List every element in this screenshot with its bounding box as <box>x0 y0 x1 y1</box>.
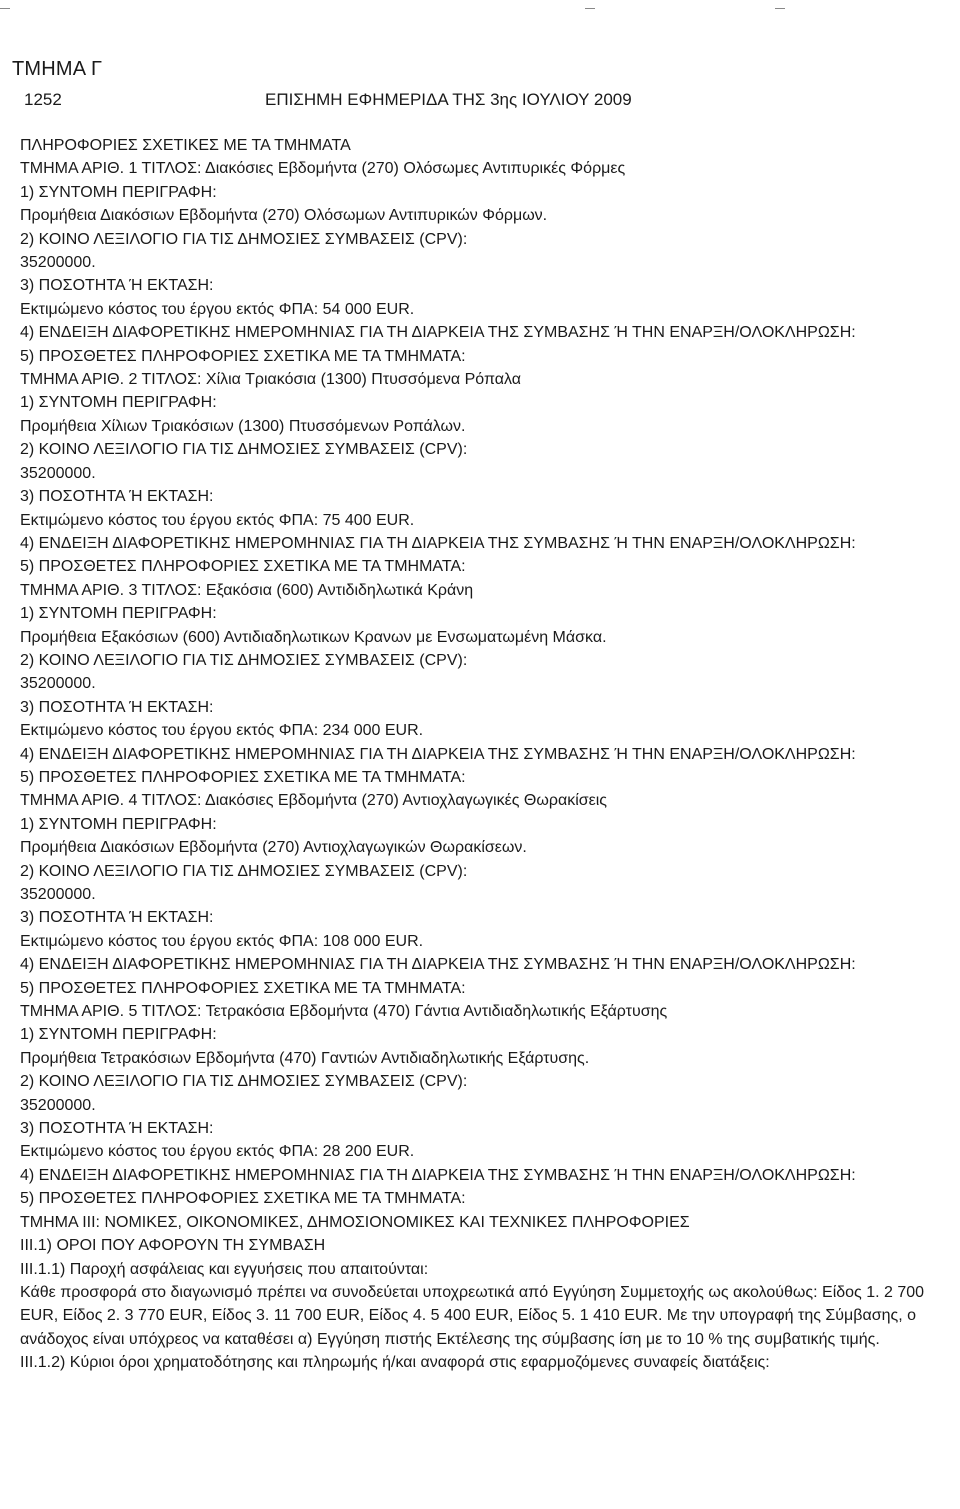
lot-cost: Εκτιμώμενο κόστος του έργου εκτός ΦΠΑ: 108 000 EUR. <box>20 932 424 950</box>
lot-duration-label: 4) ΕΝΔΕΙΞΗ ΔΙΑΦΟΡΕΤΙΚΗΣ ΗΜΕΡΟΜΗΝΙΑΣ ΓΙΑ ΤΗ ΔΙΑΡΚΕΙΑ ΤΗΣ ΣΥΜΒΑΣΗΣ Ή ΤΗΝ ΕΝΑΡΞΗ/ΟΛΟΚΛΗΡΩΣΗ: <box>20 1166 856 1184</box>
lot-desc: Προμήθεια Εξακόσιων (600) Αντιδιαδηλωτικων Κρανων με Ενσωματωμένη Μάσκα. <box>20 628 607 646</box>
lot-4 <box>20 789 955 1000</box>
scan-corner-marks <box>0 0 960 12</box>
lot-desc-label: 1) ΣΥΝΤΟΜΗ ΠΕΡΙΓΡΑΦΗ: <box>20 815 217 833</box>
lot-title: ΤΜΗΜΑ ΑΡΙΘ. 2 ΤΙΤΛΟΣ: Χίλια Τριακόσια (1300) Πτυσσόμενα Ρόπαλα <box>20 371 522 389</box>
section-iii <box>20 1211 955 1375</box>
lot-duration-label: 4) ΕΝΔΕΙΞΗ ΔΙΑΦΟΡΕΤΙΚΗΣ ΗΜΕΡΟΜΗΝΙΑΣ ΓΙΑ ΤΗ ΔΙΑΡΚΕΙΑ ΤΗΣ ΣΥΜΒΑΣΗΣ Ή ΤΗΝ ΕΝΑΡΞΗ/ΟΛΟΚΛΗΡΩΣΗ: <box>20 956 856 974</box>
lot-desc: Προμήθεια Χίλιων Τριακόσιων (1300) Πτυσσόμενων Ροπάλων. <box>20 417 466 435</box>
lot-extra-label: 5) ΠΡΟΣΘΕΤΕΣ ΠΛΗΡΟΦΟΡΙΕΣ ΣΧΕΤΙΚΑ ΜΕ ΤΑ ΤΜΗΜΑΤΑ: <box>20 1190 466 1208</box>
document-body <box>20 134 955 1375</box>
lot-qty-label: 3) ΠΟΣΟΤΗΤΑ Ή ΕΚΤΑΣΗ: <box>20 909 214 927</box>
lot-cpv-label: 2) ΚΟΙΝΟ ΛΕΞΙΛΟΓΙΟ ΓΙΑ ΤΙΣ ΔΗΜΟΣΙΕΣ ΣΥΜΒΑΣΕΙΣ (CPV): <box>20 1073 468 1091</box>
lot-cpv: 35200000. <box>20 254 96 272</box>
lot-title: ΤΜΗΜΑ ΑΡΙΘ. 5 ΤΙΤΛΟΣ: Τετρακόσια Εβδομήντα (470) Γάντια Αντιδιαδηλωτικής Εξάρτυσης <box>20 1003 668 1021</box>
lot-desc-label: 1) ΣΥΝΤΟΜΗ ΠΕΡΙΓΡΑΦΗ: <box>20 394 217 412</box>
lot-extra-label: 5) ΠΡΟΣΘΕΤΕΣ ΠΛΗΡΟΦΟΡΙΕΣ ΣΧΕΤΙΚΑ ΜΕ ΤΑ ΤΜΗΜΑΤΑ: <box>20 979 466 997</box>
corner-mark-left <box>0 8 10 9</box>
financing-label: III.1.2) Κύριοι όροι χρηματοδότησης και πληρωμής ή/και αναφορά στις εφαρμοζόμενες συναφείς διατάξεις: <box>20 1354 770 1372</box>
lot-qty-label: 3) ΠΟΣΟΤΗΤΑ Ή ΕΚΤΑΣΗ: <box>20 488 214 506</box>
lot-title: ΤΜΗΜΑ ΑΡΙΘ. 1 ΤΙΤΛΟΣ: Διακόσιες Εβδομήντα (270) Ολόσωμες Αντιπυρικές Φόρμες <box>20 160 626 178</box>
lot-cost: Εκτιμώμενο κόστος του έργου εκτός ΦΠΑ: 75 400 EUR. <box>20 511 415 529</box>
section-mark: ΤΜΗΜΑ Γ <box>12 58 103 80</box>
guarantee-text: Κάθε προσφορά στο διαγωνισμό πρέπει να συνοδεύεται υποχρεωτικά από Εγγύηση Συμμετοχής ως ακολούθως: Είδος 1. 2 700 EUR, Είδος 2. 3 770 EUR, Είδος 3. 11 700 EUR, Είδος 4. 5 400 EUR, Είδος 5. 1 410 EUR. Με την υπογραφή της Σύμβασης, ο ανάδοχος είναι υπόχρεος να καταθέσει α) Εγγύηση πιστής Εκτέλεσης της σύμβασης ίση με το 10 % της συμβατικής τιμής. <box>20 1283 925 1348</box>
lot-desc-label: 1) ΣΥΝΤΟΜΗ ΠΕΡΙΓΡΑΦΗ: <box>20 605 217 623</box>
lot-cpv: 35200000. <box>20 675 96 693</box>
lot-cost: Εκτιμώμενο κόστος του έργου εκτός ΦΠΑ: 54 000 EUR. <box>20 300 415 318</box>
lot-extra-label: 5) ΠΡΟΣΘΕΤΕΣ ΠΛΗΡΟΦΟΡΙΕΣ ΣΧΕΤΙΚΑ ΜΕ ΤΑ ΤΜΗΜΑΤΑ: <box>20 347 466 365</box>
guarantee-label: III.1.1) Παροχή ασφάλειας και εγγυήσεις που απαιτούνται: <box>20 1260 429 1278</box>
lot-title: ΤΜΗΜΑ ΑΡΙΘ. 3 ΤΙΤΛΟΣ: Εξακόσια (600) Αντιδιδηλωτικά Κράνη <box>20 581 474 599</box>
lot-cost: Εκτιμώμενο κόστος του έργου εκτός ΦΠΑ: 234 000 EUR. <box>20 722 424 740</box>
lot-qty-label: 3) ΠΟΣΟΤΗΤΑ Ή ΕΚΤΑΣΗ: <box>20 1120 214 1138</box>
corner-mark-mid <box>585 8 595 9</box>
corner-mark-right <box>775 8 785 9</box>
lot-1 <box>20 157 955 368</box>
lots-intro: ΠΛΗΡΟΦΟΡΙΕΣ ΣΧΕΤΙΚΕΣ ΜΕ ΤΑ ΤΜΗΜΑΤΑ <box>20 137 351 154</box>
lot-duration-label: 4) ΕΝΔΕΙΞΗ ΔΙΑΦΟΡΕΤΙΚΗΣ ΗΜΕΡΟΜΗΝΙΑΣ ΓΙΑ ΤΗ ΔΙΑΡΚΕΙΑ ΤΗΣ ΣΥΜΒΑΣΗΣ Ή ΤΗΝ ΕΝΑΡΞΗ/ΟΛΟΚΛΗΡΩΣΗ: <box>20 534 856 552</box>
lot-cpv-label: 2) ΚΟΙΝΟ ΛΕΞΙΛΟΓΙΟ ΓΙΑ ΤΙΣ ΔΗΜΟΣΙΕΣ ΣΥΜΒΑΣΕΙΣ (CPV): <box>20 441 468 459</box>
lot-2 <box>20 368 955 579</box>
lot-duration-label: 4) ΕΝΔΕΙΞΗ ΔΙΑΦΟΡΕΤΙΚΗΣ ΗΜΕΡΟΜΗΝΙΑΣ ΓΙΑ ΤΗ ΔΙΑΡΚΕΙΑ ΤΗΣ ΣΥΜΒΑΣΗΣ Ή ΤΗΝ ΕΝΑΡΞΗ/ΟΛΟΚΛΗΡΩΣΗ: <box>20 324 856 342</box>
lot-desc: Προμήθεια Διακόσιων Εβδομήντα (270) Αντιοχλαγωγικών Θωρακίσεων. <box>20 839 527 857</box>
lot-cpv: 35200000. <box>20 1096 96 1114</box>
section-iii1-heading: III.1) ΟΡΟΙ ΠΟΥ ΑΦΟΡΟΥΝ ΤΗ ΣΥΜΒΑΣΗ <box>20 1237 326 1255</box>
page-number: 1252 <box>24 90 62 109</box>
lot-cost: Εκτιμώμενο κόστος του έργου εκτός ΦΠΑ: 28 200 EUR. <box>20 1143 415 1161</box>
lot-3 <box>20 579 955 790</box>
lot-5 <box>20 1000 955 1211</box>
lot-duration-label: 4) ΕΝΔΕΙΞΗ ΔΙΑΦΟΡΕΤΙΚΗΣ ΗΜΕΡΟΜΗΝΙΑΣ ΓΙΑ ΤΗ ΔΙΑΡΚΕΙΑ ΤΗΣ ΣΥΜΒΑΣΗΣ Ή ΤΗΝ ΕΝΑΡΞΗ/ΟΛΟΚΛΗΡΩΣΗ: <box>20 745 856 763</box>
lot-cpv: 35200000. <box>20 464 96 482</box>
lot-extra-label: 5) ΠΡΟΣΘΕΤΕΣ ΠΛΗΡΟΦΟΡΙΕΣ ΣΧΕΤΙΚΑ ΜΕ ΤΑ ΤΜΗΜΑΤΑ: <box>20 768 466 786</box>
lot-qty-label: 3) ΠΟΣΟΤΗΤΑ Ή ΕΚΤΑΣΗ: <box>20 277 214 295</box>
lot-cpv: 35200000. <box>20 886 96 903</box>
lot-desc: Προμήθεια Διακόσιων Εβδομήντα (270) Ολόσωμων Αντιπυρικών Φόρμων. <box>20 207 548 225</box>
lot-desc-label: 1) ΣΥΝΤΟΜΗ ΠΕΡΙΓΡΑΦΗ: <box>20 1026 217 1044</box>
gazette-title: ΕΠΙΣΗΜΗ ΕΦΗΜΕΡΙΔΑ ΤΗΣ 3ης ΙΟΥΛΙΟΥ 2009 <box>265 90 632 109</box>
lot-cpv-label: 2) ΚΟΙΝΟ ΛΕΞΙΛΟΓΙΟ ΓΙΑ ΤΙΣ ΔΗΜΟΣΙΕΣ ΣΥΜΒΑΣΕΙΣ (CPV): <box>20 230 468 248</box>
lot-extra-label: 5) ΠΡΟΣΘΕΤΕΣ ΠΛΗΡΟΦΟΡΙΕΣ ΣΧΕΤΙΚΑ ΜΕ ΤΑ ΤΜΗΜΑΤΑ: <box>20 558 466 576</box>
lot-cpv-label: 2) ΚΟΙΝΟ ΛΕΞΙΛΟΓΙΟ ΓΙΑ ΤΙΣ ΔΗΜΟΣΙΕΣ ΣΥΜΒΑΣΕΙΣ (CPV): <box>20 862 468 880</box>
lot-qty-label: 3) ΠΟΣΟΤΗΤΑ Ή ΕΚΤΑΣΗ: <box>20 698 214 716</box>
lot-cpv-label: 2) ΚΟΙΝΟ ΛΕΞΙΛΟΓΙΟ ΓΙΑ ΤΙΣ ΔΗΜΟΣΙΕΣ ΣΥΜΒΑΣΕΙΣ (CPV): <box>20 651 468 669</box>
section-iii-heading: ΤΜΗΜΑ III: ΝΟΜΙΚΕΣ, ΟΙΚΟΝΟΜΙΚΕΣ, ΔΗΜΟΣΙΟΝΟΜΙΚΕΣ ΚΑΙ ΤΕΧΝΙΚΕΣ ΠΛΗΡΟΦΟΡΙΕΣ <box>20 1213 690 1231</box>
lot-title: ΤΜΗΜΑ ΑΡΙΘ. 4 ΤΙΤΛΟΣ: Διακόσιες Εβδομήντα (270) Αντιοχλαγωγικές Θωρακίσεις <box>20 792 608 810</box>
lot-desc-label: 1) ΣΥΝΤΟΜΗ ΠΕΡΙΓΡΑΦΗ: <box>20 183 217 201</box>
lot-desc: Προμήθεια Τετρακόσιων Εβδομήντα (470) Γαντιών Αντιδιαδηλωτικής Εξάρτυσης. <box>20 1049 590 1067</box>
